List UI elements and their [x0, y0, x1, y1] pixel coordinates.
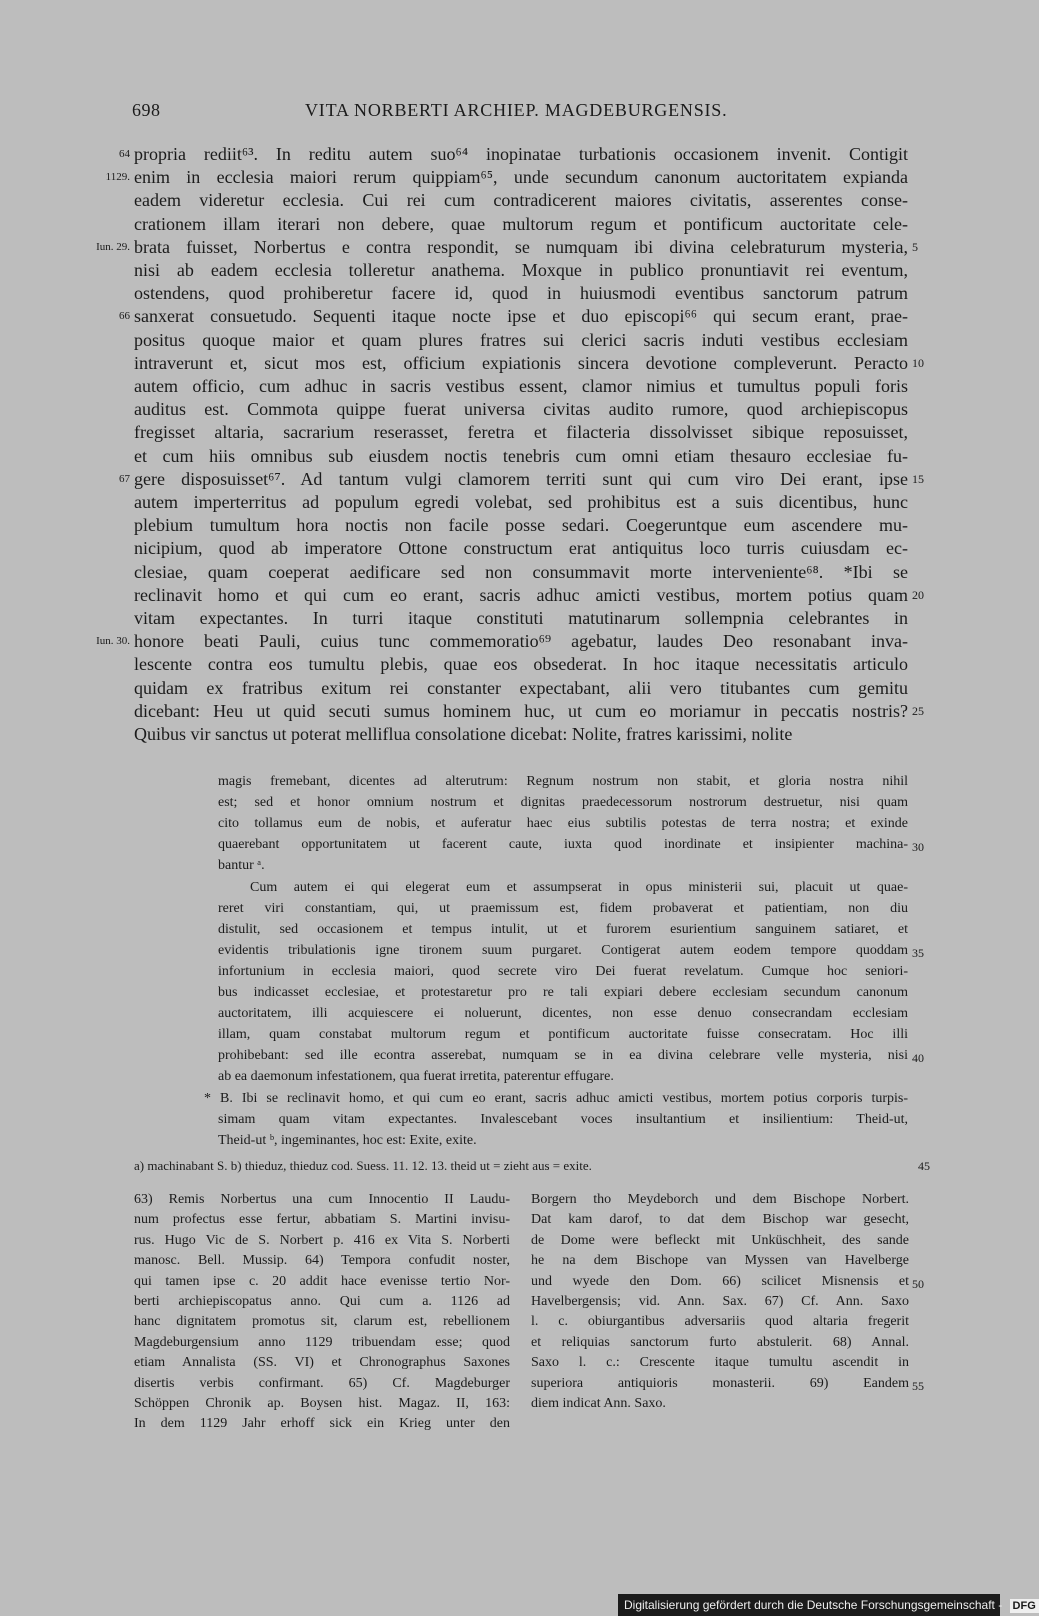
footnote-line: de Dome were befleckt mit Unküschheit, des sande [531, 1232, 909, 1248]
main-text-line: auditus est. Commota quippe fuerat universa civitas audito rumore, quod archiepiscopus [134, 399, 908, 420]
footnote-line: 63) Remis Norbertus una cum Innocentio II Laudu- [134, 1192, 510, 1207]
margin-note-left: Iun. 29. [96, 240, 130, 253]
variant-text-line: auctoritatem, illi acquiescere ei noluerunt, dicentes, non esse denuo consecrandam ecclesiam [218, 1006, 908, 1022]
footnote-line: et reliquias sanctorum furto abstulerit. 68) Annal. [531, 1334, 909, 1350]
main-text-line: nicipium, quod ab imperatore Ottone constructum erat antiquitus loco turris cuiusdam ec- [134, 538, 908, 559]
line-number: 10 [912, 355, 924, 370]
footnote-line: manosc. Bell. Mussip. 64) Tempora confudit noster, [134, 1253, 510, 1269]
line-number: 30 [912, 840, 924, 855]
variant-text-line: prohibebant: sed ille econtra asserebat, numquam se in ea divina celebrare velle mysteria, nisi [218, 1048, 908, 1064]
main-text-line: crationem illam iterari non debere, quae multorum regum et pontificum auctoritate cele- [134, 213, 908, 234]
footnote-line: Dat kam darof, to dat dem Bischop war gesecht, [531, 1212, 909, 1228]
line-number: 20 [912, 587, 924, 602]
main-text-line: gere disposuisset⁶⁷. Ad tantum vulgi clamorem territi sunt qui cum viro Dei erant, ipse [134, 468, 908, 489]
line-number: 15 [912, 471, 924, 486]
running-title: VITA NORBERTI ARCHIEP. MAGDEBURGENSIS. [305, 100, 728, 120]
variant-text-line: * B. Ibi se reclinavit homo, et qui cum eo erant, sacris adhuc amicti vestibus, mortem potius corporis turpis- [204, 1090, 908, 1106]
main-text-line: lescente contra eos tumultu plebis, quae eos obsederat. In hoc itaque necessitatis articulo [134, 654, 908, 675]
main-text-line: fregisset altaria, sacrarium reserasset, feretra et filacteria dissolvisset sibique reposuisset, [134, 422, 908, 443]
footnote-line: l. c. obiurgantibus adversariis quod altaria fregerit [531, 1314, 909, 1330]
variant-text-line: cito tollamus eum de nobis, et auferatur haec eius subtilis potestas de terra nostra; et exinde [218, 816, 908, 832]
variant-text-line: ab ea daemonum infestationem, qua fuerat irretita, paterentur effugare. [218, 1069, 614, 1085]
footnote-line: hanc dignitatem promotus sit, clarum est, rebellionem [134, 1314, 510, 1330]
credit-text: Digitalisierung gefördert durch die Deutsche Forschungsgemeinschaft - [624, 1598, 1003, 1612]
footnote-line: Borgern tho Meydeborch und dem Bischope Norbert. [531, 1192, 909, 1207]
variant-text-line: Theid-ut ᵇ, ingeminantes, hoc est: Exite, exite. [218, 1132, 477, 1148]
variant-text-line: est; sed et honor omnium nostrum et dignitas praedecessorum nostrorum destruetur, nisi quam [218, 795, 908, 811]
footnote-line: etiam Annalista (SS. VI) et Chronographus Saxones [134, 1355, 510, 1371]
main-text-line: autem imperterritus ad populum egredi volebat, sed prohibitus est a suis dicentibus, hunc [134, 492, 908, 512]
main-text-line: propria rediit⁶³. In reditu autem suo⁶⁴ inopinatae turbationis occasionem invenit. Contigit [134, 144, 908, 164]
main-text-line: eadem videretur ecclesia. Cui rei cum contradicerent maiores civitatis, asserentes conse- [134, 190, 908, 211]
variant-text-line: reret viri constantiam, qui, ut praemissum est, fidem probaverat et patientiam, non diu [218, 900, 908, 916]
main-text-line: et cum hiis omnibus sub eiusdem noctis tenebris cum omni etiam thesauro ecclesiae fu- [134, 445, 908, 466]
footnote-line: rus. Hugo Vic de S. Norbert p. 416 ex Vita S. Norberti [134, 1232, 510, 1248]
line-number: 25 [912, 703, 924, 718]
main-text-line: Quibus vir sanctus ut poterat melliflua consolatione dicebat: Nolite, fratres karissimi, nolite [134, 724, 793, 744]
main-text-line: reclinavit homo et qui cum eo erant, sacris adhuc amicti vestibus, mortem potius quam [134, 584, 908, 605]
variant-text-line: magis fremebant, dicentes ad alterutrum: Regnum nostrum non stabit, et gloria nostra nihil [218, 774, 908, 789]
line-number: 35 [912, 945, 924, 960]
variant-text-line: evidentis tribulationis igne tironem suum purgaret. Contigerat autem eodem tempore quoddam [218, 942, 908, 958]
footnote-line: diem indicat Ann. Saxo. [531, 1396, 666, 1411]
main-text-line: intraverunt et, sicut mos est, officium expiationis sincera devotione compleverunt. Peracto [134, 352, 908, 373]
line-number: 40 [912, 1051, 924, 1066]
variant-text-line: distulit, sed occasionem et tempus intulit, ut et furorem esurientium sanguinem satiaret, et [218, 921, 908, 937]
margin-note-left: 64 [119, 148, 130, 160]
footnote-line: und wyede den Dom. 66) scilicet Misnensis et [531, 1273, 909, 1289]
footnote-line: qui tamen ipse c. 20 addit hace evenisse tertio Nor- [134, 1273, 510, 1289]
main-text-line: plebium tumultum hora noctis non facile posse sedari. Coegeruntque eum ascendere mu- [134, 515, 908, 536]
main-text-line: ostendens, quod prohiberetur facere id, quod in huiusmodi eventibus sanctorum patrum [134, 283, 908, 304]
main-text-line: honore beati Pauli, cuius tunc commemoratio⁶⁹ agebatur, laudes Deo resonabant inva- [134, 631, 908, 652]
main-text-line: nisi ab eadem ecclesia tolleretur anathema. Moxque in publico pronuntiavit rei eventum, [134, 260, 908, 280]
main-text-line: enim in ecclesia maiori rerum quippiam⁶⁵, unde secundum canonum auctoritatem expianda [134, 167, 908, 188]
main-text-line: clesiae, quam coeperat aedificare sed non consummavit morte interveniente⁶⁸. *Ibi se [134, 561, 908, 582]
footnote-line: berti archiepiscopatus anno. Qui cum a. 1126 ad [134, 1294, 510, 1309]
margin-note-left: 66 [119, 310, 130, 323]
main-text-line: positus quoque maior et quam plures fratres sui clerici sacris induti vestibus ecclesiam [134, 329, 908, 350]
critical-apparatus: a) machinabant S. b) thieduz, thieduz cod. Suess. 11. 12. 13. theid ut = zieht aus = exite. [134, 1158, 592, 1173]
main-text-line: vitam expectantes. In turri itaque constituti matutinarum sollempnia celebrantes in [134, 608, 908, 628]
main-text-line: sanxerat consuetudo. Sequenti itaque nocte ipse et duo episcopi⁶⁶ qui secum erant, prae- [134, 306, 908, 327]
main-text-line: dicebant: Heu ut quid secuti sumus hominem huc, ut cum eo moriamur in peccatis nostris? [134, 700, 908, 721]
digitization-credit-bar [618, 1594, 1036, 1616]
main-text-line: quidam ex fratribus exitum rei constanter expectabant, alii vero titubantes cum gemitu [134, 677, 908, 698]
footnote-line: disertis verbis confirmant. 65) Cf. Magdeburger [134, 1375, 510, 1391]
footnote-line: num profectus esse fertur, abbatiam S. Martini invisu- [134, 1212, 510, 1228]
footnote-line: Havelbergensis; vid. Ann. Sax. 67) Cf. Ann. Saxo [531, 1294, 909, 1309]
variant-text-line: simam quam vitam expectantes. Invalescebant voces insultantium et insilientium: Theid-ut, [218, 1111, 908, 1127]
main-text-line: brata fuisset, Norbertus e contra respondit, se numquam ibi divina celebraturum mysteria, [134, 236, 908, 257]
line-number: 5 [912, 239, 918, 254]
variant-text-line: Cum autem ei qui elegerat eum et assumpserat in opus ministerii sui, placuit ut quae- [250, 879, 908, 895]
margin-note-left: 1129. [105, 171, 130, 184]
line-number: 55 [912, 1378, 924, 1393]
margin-note-left: Iun. 30. [96, 635, 130, 648]
variant-text-line: bantur ᵃ. [218, 858, 265, 874]
variant-text-line: infortunium in ecclesia maiori, quod secrete viro Dei fuerat revelatum. Cumque hoc seniori- [218, 963, 908, 979]
footnote-line: Saxo l. c.: Crescente itaque tumultu ascendit in [531, 1355, 909, 1371]
margin-note-left: 67 [119, 472, 130, 485]
footnote-line: he na dem Bischope van Myssen van Havelberge [531, 1253, 909, 1269]
dfg-logo: DFG [1010, 1599, 1039, 1613]
line-number: 50 [912, 1276, 924, 1291]
footnote-line: Schöppen Chronik ap. Boysen hist. Magaz. II, 163: [134, 1396, 510, 1411]
footnote-line: superiora antiquioris monasterii. 69) Eandem [531, 1375, 909, 1391]
footnote-line: Magdeburgensium anno 1129 tribuendam esse; quod [134, 1334, 510, 1350]
variant-text-line: quaerebant opportunitatem ut facerent caute, iuxta quod inordinate et insipienter machina- [218, 837, 908, 853]
page-number: 698 [132, 100, 161, 120]
variant-text-line: bus indicasset ecclesiae, et protestaretur pro re tali expiari debere ecclesiam secundum canonum [218, 985, 908, 1000]
variant-text-line: illam, quam constabat multorum regum et pontificum auctoritate fuisse consecratam. Hoc illi [218, 1027, 908, 1043]
main-text-line: autem officio, cum adhuc in sacris vestibus essent, clamor nimius et tumultus populi foris [134, 376, 908, 396]
apparatus-line-number: 45 [918, 1159, 930, 1173]
footnote-line: In dem 1129 Jahr erhoff sick ein Krieg unter den [134, 1416, 510, 1432]
